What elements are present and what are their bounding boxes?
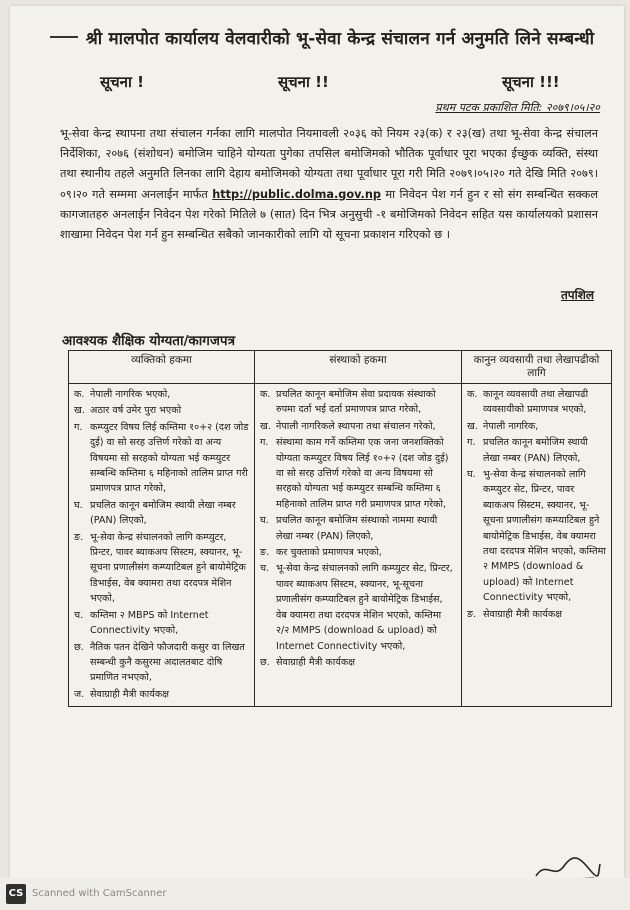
notice-label-1: सूचना ! xyxy=(100,73,144,91)
requirement-item xyxy=(74,640,249,686)
requirement-letter: ग. xyxy=(467,437,476,449)
requirement-letter: ख. xyxy=(260,420,271,432)
requirement-letter: ङ. xyxy=(74,531,84,543)
application-url-link[interactable]: http://public.dolma.gov.np xyxy=(212,187,381,201)
camscanner-logo-icon: CS xyxy=(6,884,26,904)
requirement-item xyxy=(260,545,456,560)
requirement-letter: घ. xyxy=(260,515,269,527)
requirement-text: नेपाली नागरिक भएको, xyxy=(90,389,171,400)
requirements-heading: आवश्यक शैक्षिक योग्यता/कागजपत्र xyxy=(62,333,236,349)
requirement-letter: ख. xyxy=(467,420,478,432)
requirement-letter: क. xyxy=(467,389,478,400)
requirement-text: भू-सेवा केन्द्र संचालनको लागि कम्प्युटर, प्रिन्टर, पावर ब्याकअप सिस्टम, स्क्यानर, भू-सूचना प्रणालीसंग कम्प्याटिबल हुने बायोमेट्रिक डिभाईस, वेब क्यामरा तथा दरदपत्र मेशिन भएको, xyxy=(90,531,246,605)
requirement-text: भू-सेवा केन्द्र संचालनको लागि कम्प्युटर सेट, प्रिन्टर, पावर ब्याकअप सिस्टम, स्क्यानर, भू-सूचना प्रणालीसंग कम्प्याटिबल हुने बायोमेट्रिक डिभाईस, वेब क्यामरा तथा दरदपत्र मेशिन भएको, कम्तिमा २/२ MMPS (download & upload) को Internet Connectivity भएको, xyxy=(276,563,453,652)
header-legal-practitioner: कानुन व्यवसायी तथा लेखापढीको लागि xyxy=(462,351,612,384)
requirement-item xyxy=(74,420,249,497)
requirement-item xyxy=(467,607,606,622)
requirement-text: संस्थामा काम गर्ने कम्तिमा एक जना जनशक्तिको योग्यता कम्प्युटर विषय लिई १०+२ (दश जोड दुई) वा सो सरह उत्तिर्ण गरेको वा अन्य विषयमा सो सरहको योग्यता भई कम्प्युटर सम्बन्धि कम्तिमा ६ महिनाको तालिम प्राप्त गरी प्रमाणपत्र प्राप्त गरेको, xyxy=(276,437,449,510)
requirement-text: अठार वर्ष उमेर पुरा भएको xyxy=(90,405,182,417)
scanner-watermark xyxy=(0,878,630,910)
requirement-letter: ग. xyxy=(260,437,269,449)
requirement-text: नेपाली नागरिकले स्थापना तथा संचालन गरेको, xyxy=(276,420,436,432)
legal-practitioner-requirements xyxy=(462,384,612,707)
requirement-item xyxy=(74,530,249,607)
requirement-letter: क. xyxy=(260,389,271,400)
requirement-text: कम्तिमा २ MBPS को Internet Connectivity भएको, xyxy=(90,609,209,637)
details-label: तपशिल xyxy=(560,288,594,302)
document-page xyxy=(10,6,624,878)
requirement-text: प्रचलित कानून बमोजिम स्थायी लेखा नम्बर (PAN) लिएको, xyxy=(90,499,236,527)
publication-date: प्रथम पटक प्रकाशित मिति: २०७९।०५।२० xyxy=(435,101,600,114)
requirement-letter: ङ. xyxy=(260,547,270,559)
requirement-item xyxy=(260,655,456,670)
requirement-text: भु-सेवा केन्द्र संचालनको लागि कम्प्युटर सेट, प्रिन्टर, पावर ब्याकअप सिस्टम, स्क्यानर, भू-सूचना प्रणालीसंग कम्प्याटिबल हुने बायोमेट्रिक डिभाईस, वेब क्यामरा तथा दरदपत्र मेशिन भएको, कम्तिमा २ MMPS (download & upload) को Internet Connectivity भएको, xyxy=(483,469,606,604)
requirement-item xyxy=(467,387,606,418)
requirement-item xyxy=(74,687,249,702)
requirement-item xyxy=(467,419,606,434)
requirement-letter: ज. xyxy=(74,688,85,700)
requirement-text: कम्प्युटर विषय लिई कम्तिमा १०+२ (दश जोड दुई) वा सो सरह उत्तिर्ण गरेको वा अन्य विषयमा सो सरहको योग्यता भई कम्प्युटर सम्बन्धि कम्तिमा ६ महिनाको तालिम प्राप्त गरी प्रमाणपत्र प्राप्त गरेको, xyxy=(90,421,249,495)
requirements-table xyxy=(68,350,612,707)
requirement-letter: घ. xyxy=(467,469,476,481)
requirement-text: प्रचलित कानून बमोजिम स्थायी लेखा नम्बर (PAN) लिएको, xyxy=(483,437,588,464)
requirement-item xyxy=(260,387,456,418)
requirement-letter: च. xyxy=(260,563,270,575)
requirement-letter: ङ. xyxy=(467,608,477,620)
requirement-text: सेवाग्राही मैत्री कार्यकक्ष xyxy=(90,688,170,700)
requirement-item xyxy=(260,435,456,512)
header-organization: संस्थाको हकमा xyxy=(255,351,462,384)
requirement-text: सेवाग्राही मैत्री कार्यकक्ष xyxy=(483,608,563,620)
notice-body xyxy=(60,124,598,245)
requirement-letter: ग. xyxy=(74,421,83,433)
requirement-item xyxy=(74,387,249,402)
requirement-item xyxy=(74,498,249,529)
requirement-letter: क. xyxy=(74,389,85,400)
requirement-item xyxy=(74,608,249,639)
header-individual: व्यक्तिको हकमा xyxy=(69,351,255,384)
requirement-text: सेवाग्राही मैत्री कार्यकक्ष xyxy=(276,656,356,668)
requirement-letter: छ. xyxy=(74,641,84,653)
requirement-text: नेपाली नागरिक, xyxy=(483,420,539,432)
requirement-text: कर चुक्ताको प्रमाणपत्र भएको, xyxy=(276,547,382,559)
requirement-letter: च. xyxy=(74,609,84,621)
requirement-text: कानून व्यवसायी तथा लेखापढी व्यवसायीको प्रमाणपत्र भएको, xyxy=(483,389,589,416)
body-text-part-1: भू-सेवा केन्द्र स्थापना तथा संचालन गर्नका लागि मालपोत नियमावली २०३६ को नियम २३(क) र २३(ख) तथा भू-सेवा केन्द्र संचालन निर्देशिका, २०७६ (संशोधन) बमोजिम चाहिने योग्यता पुगेका तपसिल बमोजिमको भौतिक पूर्वाधार पूरा भएका ईच्छुक व्यक्ति, संस्था तथा स्थानीय तहले अनुमति लिनका लागि देहाय बमोजिमको योग्यता तथा पूर्वाधार पूरा गरी मिति २०७९।०५।२० गते देखि मिति २०७९।०९।२० गते सम्ममा अनलाईन मार्फत xyxy=(60,127,598,201)
requirement-letter: घ. xyxy=(74,499,83,511)
organization-requirements xyxy=(255,384,462,707)
requirement-text: नैतिक पतन देखिने फौजदारी कसुर वा लिखत सम्बन्धी कुनै कसुरमा अदालतबाट दोषि प्रमाणित नभएको, xyxy=(90,641,245,684)
requirement-text: प्रचलित कानून बमोजिम संस्थाको नाममा स्थायी लेखा नम्बर (PAN) लिएको, xyxy=(276,515,438,542)
body-text-part-2: मा निवेदन पेश गर्न हुन र सो संग सम्बन्धित सक्कल कागजातहरु अनलाईन निवेदन पेश गरेको मितिले ७ (सात) दिन भित्र अनुसुची -१ बमोजिमको निवेदन सहित यस कार्यालयको प्रशासन शाखामा निवेदन पेश गर्न हुन सम्बन्धित सबैको जानकारीको लागि यो सूचना प्रकाशन गरिएको छ । xyxy=(60,187,599,242)
requirement-item xyxy=(260,561,456,653)
scanner-text: Scanned with CamScanner xyxy=(32,888,167,899)
requirement-letter: ख. xyxy=(74,405,85,417)
requirement-item xyxy=(74,403,249,418)
requirement-item xyxy=(467,435,606,466)
notice-title: श्री मालपोत कार्यालय वेलवारीको भू-सेवा केन्द्र संचालन गर्न अनुमति लिने सम्बन्धी xyxy=(85,29,595,49)
requirement-text: प्रचलित कानून बमोजिम सेवा प्रदायक संस्थाको रुपमा दर्ता भई दर्ता प्रमाणपत्र प्राप्त गरेको, xyxy=(276,389,436,416)
requirement-item xyxy=(260,513,456,544)
requirement-item xyxy=(467,467,606,606)
signature-mark xyxy=(532,854,602,878)
requirement-item xyxy=(260,419,456,434)
notice-label-2: सूचना !! xyxy=(278,73,329,91)
notice-label-3: सूचना !!! xyxy=(502,73,560,91)
requirement-letter: छ. xyxy=(260,656,270,668)
individual-requirements xyxy=(69,384,255,707)
